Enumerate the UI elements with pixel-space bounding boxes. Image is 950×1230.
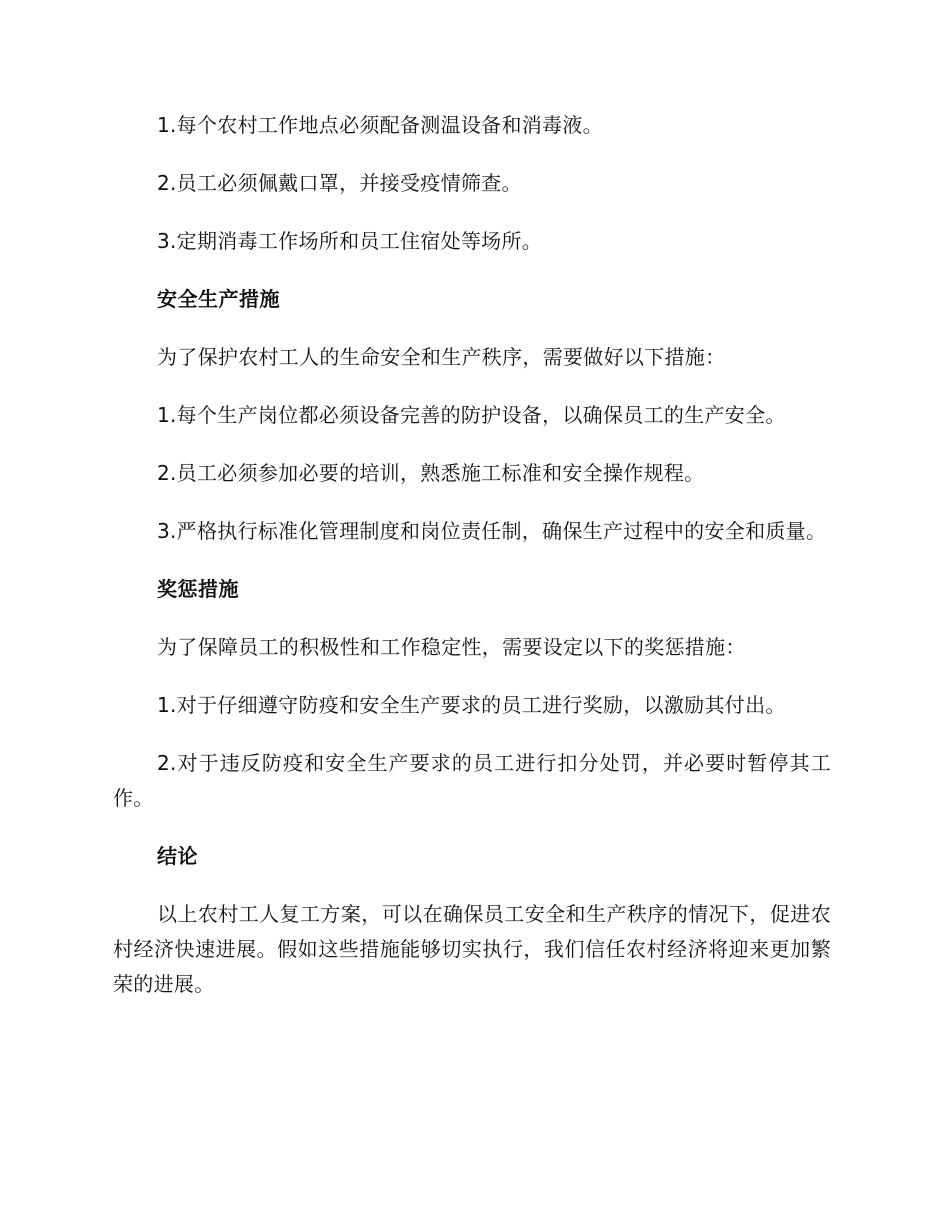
list-item-penalties: 2.对于违反防疫和安全生产要求的员工进行扣分处罚，并必要时暂停其工作。	[113, 751, 831, 810]
section-intro-rewards: 为了保障员工的积极性和工作稳定性，需要设定以下的奖惩措施：	[157, 635, 746, 659]
list-item-regular-disinfection: 3.定期消毒工作场所和员工住宿处等场所。	[157, 229, 543, 253]
list-item-disinfection-equipment: 1.每个农村工作地点必须配备测温设备和消毒液。	[157, 113, 603, 137]
list-item-training: 2.员工必须参加必要的培训，熟悉施工标准和安全操作规程。	[157, 461, 705, 485]
section-intro-safety: 为了保护农村工人的生命安全和生产秩序，需要做好以下措施：	[157, 345, 726, 369]
section-heading-rewards-penalties: 奖惩措施	[157, 577, 239, 601]
document-body	[113, 108, 831, 1025]
section-heading-conclusion: 结论	[157, 844, 198, 868]
list-item-protective-equipment: 1.每个生产岗位都必须设备完善的防护设备，以确保员工的生产安全。	[157, 403, 786, 427]
list-item-mask-screening: 2.员工必须佩戴口罩，并接受疫情筛查。	[157, 171, 522, 195]
conclusion-paragraph: 以上农村工人复工方案，可以在确保员工安全和生产秩序的情况下，促进农村经济快速进展。假如这些措施能够切实执行，我们信任农村经济将迎来更加繁荣的进展。	[113, 902, 831, 996]
section-heading-safety-production: 安全生产措施	[157, 287, 280, 311]
list-item-rewards: 1.对于仔细遵守防疫和安全生产要求的员工进行奖励，以激励其付出。	[157, 693, 786, 717]
list-item-standardized-management: 3.严格执行标准化管理制度和岗位责任制，确保生产过程中的安全和质量。	[157, 519, 827, 543]
